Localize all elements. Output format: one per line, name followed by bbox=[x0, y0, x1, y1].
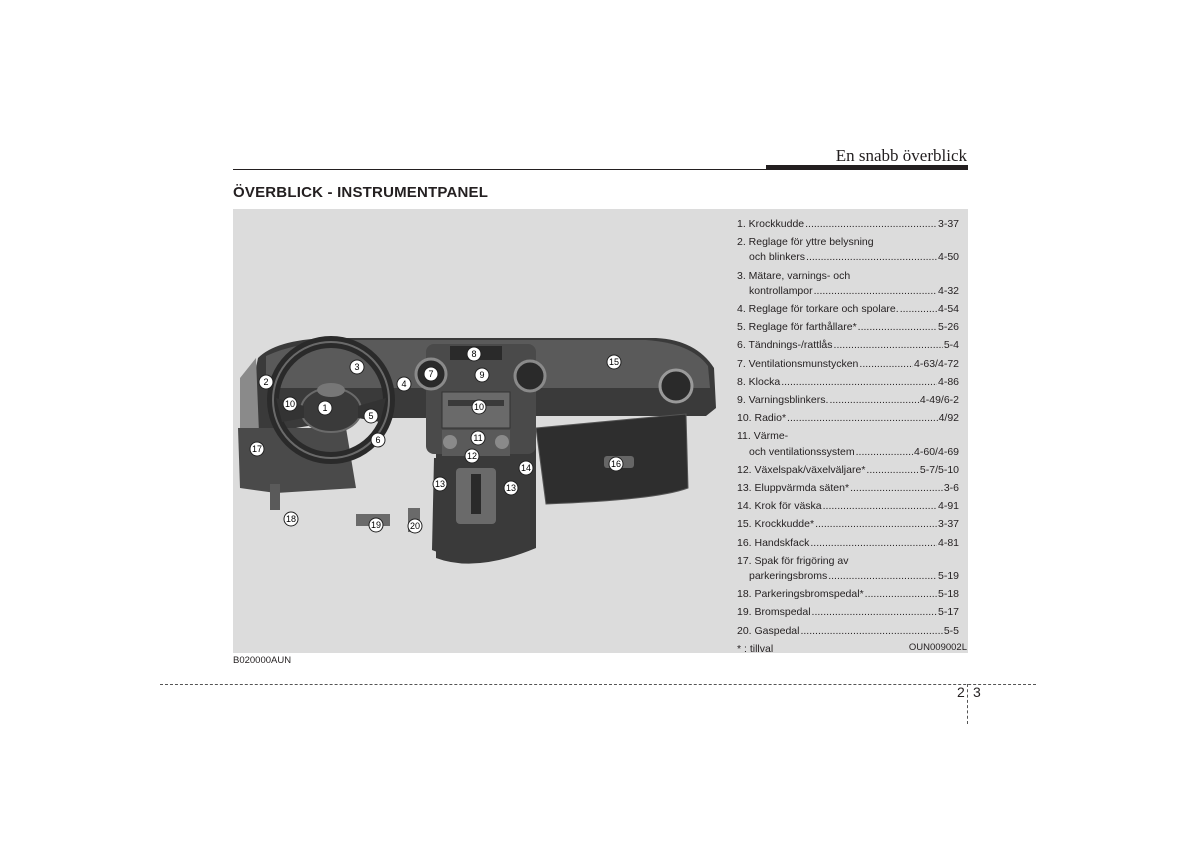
legend-item: 16. Handskfack ..... 4-81 bbox=[737, 536, 959, 551]
legend-item-line1: 17. Spak för frigöring av bbox=[737, 554, 849, 567]
legend-item-line1: 11. Värme- bbox=[737, 430, 789, 443]
svg-text:6: 6 bbox=[375, 435, 381, 445]
page-number: 3 bbox=[973, 684, 981, 700]
legend-item: kontrollampor ..... 4-32 bbox=[737, 284, 959, 299]
legend-item: 20. Gaspedal ..... 5-5 bbox=[737, 624, 959, 639]
legend-item: 5. Reglage för farthållare* ..... 5-26 bbox=[737, 320, 959, 335]
callout-6 bbox=[371, 433, 385, 447]
callout-13-left bbox=[433, 477, 447, 491]
svg-text:18: 18 bbox=[285, 514, 297, 524]
reference-code: B020000AUN bbox=[233, 655, 292, 666]
chapter-title: En snabb överblick bbox=[835, 146, 967, 165]
chapter-number: 2 bbox=[957, 684, 965, 700]
svg-text:12: 12 bbox=[466, 451, 478, 461]
callout-legend bbox=[737, 217, 959, 657]
svg-text:16: 16 bbox=[610, 459, 622, 469]
callout-19 bbox=[369, 518, 383, 532]
svg-text:5: 5 bbox=[368, 411, 374, 421]
right-center-vent bbox=[515, 361, 545, 391]
svg-text:15: 15 bbox=[608, 357, 620, 367]
footer-divider bbox=[967, 684, 968, 724]
svg-text:19: 19 bbox=[370, 520, 382, 530]
callout-8 bbox=[467, 347, 481, 361]
callout-7 bbox=[424, 367, 438, 381]
svg-text:1: 1 bbox=[322, 403, 328, 413]
callout-11 bbox=[471, 431, 485, 445]
legend-item: och blinkers ..... 4-50 bbox=[737, 250, 959, 265]
parking-brake-pedal bbox=[270, 484, 280, 510]
header-rule bbox=[233, 169, 968, 170]
callout-14 bbox=[519, 461, 533, 475]
callout-18 bbox=[284, 512, 298, 526]
callout-10-left bbox=[283, 397, 297, 411]
svg-text:10: 10 bbox=[284, 399, 296, 409]
svg-text:8: 8 bbox=[471, 349, 477, 359]
svg-text:9: 9 bbox=[479, 370, 485, 380]
svg-text:10: 10 bbox=[473, 402, 485, 412]
callout-15 bbox=[607, 355, 621, 369]
svg-text:20: 20 bbox=[409, 521, 421, 531]
svg-text:4: 4 bbox=[401, 379, 407, 389]
callout-16 bbox=[609, 457, 623, 471]
legend-item: 18. Parkeringsbromspedal* ..... 5-18 bbox=[737, 587, 959, 602]
callout-10-center bbox=[472, 400, 486, 414]
right-side-vent bbox=[660, 370, 692, 402]
legend-item-line1: 2. Reglage för yttre belysning bbox=[737, 236, 874, 249]
legend-item: 14. Krok för väska ..... 4-91 bbox=[737, 499, 959, 514]
svg-text:7: 7 bbox=[428, 369, 434, 379]
callout-13-right bbox=[504, 481, 518, 495]
legend-item: 6. Tändnings-/rattlås ..... 5-4 bbox=[737, 338, 959, 353]
section-title: ÖVERBLICK - INSTRUMENTPANEL bbox=[233, 184, 489, 201]
callout-5 bbox=[364, 409, 378, 423]
legend-item: 13. Eluppvärmda säten* ..... 3-6 bbox=[737, 481, 959, 496]
svg-text:13: 13 bbox=[505, 483, 517, 493]
legend-item: 7. Ventilationsmunstycken ..... 4-63/4-72 bbox=[737, 357, 959, 372]
legend-item: och ventilationssystem ..... 4-60/4-69 bbox=[737, 445, 959, 460]
legend-item: 12. Växelspak/växelväljare* ..... 5-7/5-10 bbox=[737, 463, 959, 478]
callout-1 bbox=[318, 401, 332, 415]
svg-text:2: 2 bbox=[263, 377, 269, 387]
legend-item: 1. Krockkudde ..... 3-37 bbox=[737, 217, 959, 232]
legend-item: 9. Varningsblinkers. ..... 4-49/6-2 bbox=[737, 393, 959, 408]
svg-text:13: 13 bbox=[434, 479, 446, 489]
footer-rule bbox=[160, 684, 1036, 685]
legend-item: 8. Klocka ..... 4-86 bbox=[737, 375, 959, 390]
legend-item: parkeringsbroms ..... 5-19 bbox=[737, 569, 959, 584]
callout-2 bbox=[259, 375, 273, 389]
legend-note: * : tillval bbox=[737, 642, 774, 655]
legend-item: 10. Radio* ..... 4/92 bbox=[737, 411, 959, 426]
dashboard-illustration bbox=[236, 318, 720, 572]
svg-text:14: 14 bbox=[520, 463, 532, 473]
callout-17 bbox=[250, 442, 264, 456]
callout-20 bbox=[408, 519, 422, 533]
callout-3 bbox=[350, 360, 364, 374]
image-code: OUN009002L bbox=[908, 642, 967, 653]
svg-text:17: 17 bbox=[251, 444, 263, 454]
legend-item: 19. Bromspedal ..... 5-17 bbox=[737, 605, 959, 620]
svg-text:11: 11 bbox=[473, 433, 483, 443]
legend-item: 4. Reglage för torkare och spolare. ..... 4-54 bbox=[737, 302, 959, 317]
callout-12 bbox=[465, 449, 479, 463]
legend-item: 15. Krockkudde* ..... 3-37 bbox=[737, 517, 959, 532]
legend-item-line1: 3. Mätare, varnings- och bbox=[737, 269, 851, 282]
callout-9 bbox=[475, 368, 489, 382]
svg-text:3: 3 bbox=[354, 362, 360, 372]
callout-4 bbox=[397, 377, 411, 391]
